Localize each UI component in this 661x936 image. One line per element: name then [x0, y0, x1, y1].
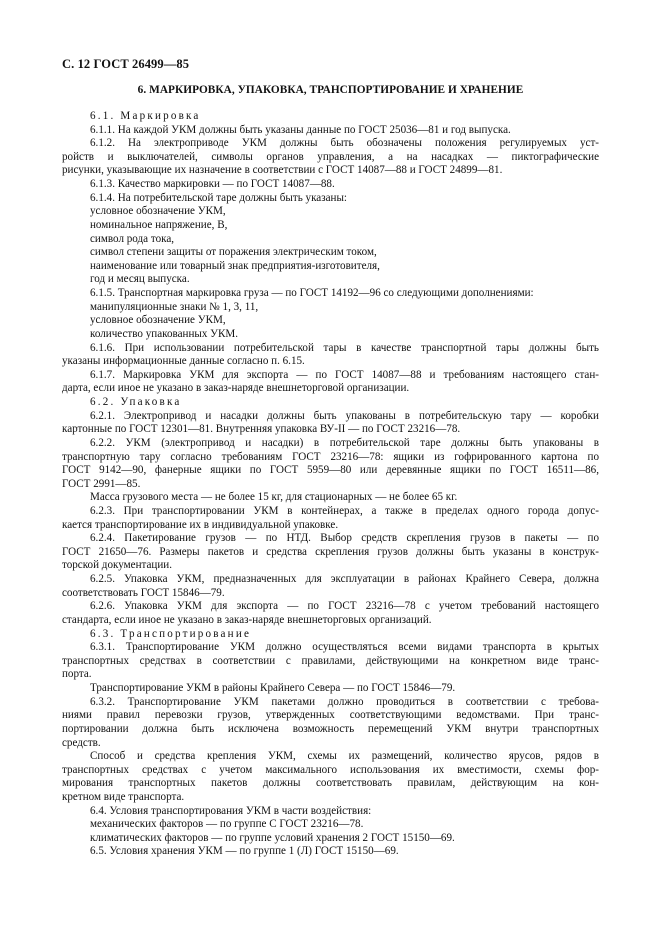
paragraph-line: транспортных средствах в соответствии с правилами, действующими на конкретном виде транс- [62, 654, 599, 667]
paragraph-line: 6.2.4. Пакетирование грузов — по НТД. Выбор средств скрепления грузов в пакеты — по [90, 532, 599, 545]
paragraph-line: кретном виде транспорта. [62, 791, 185, 803]
paragraph-line: 6.1.4. На потребительской таре должны быть указаны: [90, 191, 348, 204]
paragraph-line: рисунки, указывающие их назначение в соответствии с ГОСТ 14087—88 и ГОСТ 24899—81. [62, 164, 503, 177]
paragraph-line: мирования транспортных пакетов должны соответствовать правилам, действующим на кон- [62, 777, 599, 790]
paragraph-line: Транспортирование УКМ в районы Крайнего Севера — по ГОСТ 15846—79. [90, 682, 456, 695]
paragraph-line: 6.3.2. Транспортирование УКМ пакетами должно проводиться в соответствии с требова- [90, 695, 599, 708]
paragraph-line: указаны информационные данные согласно п. 6.15. [62, 355, 305, 368]
page-header: С. 12 ГОСТ 26499—85 [62, 57, 190, 71]
paragraph-line: портировании должна быть исключена возможность перемещений УКМ внутри транспортных [62, 722, 599, 735]
paragraph-line: порта. [62, 668, 92, 681]
list-line: год и месяц выпуска. [90, 273, 190, 286]
paragraph-line: кается транспортирование их в индивидуальной упаковке. [62, 518, 339, 531]
list-line: количество упакованных УКМ. [90, 327, 239, 340]
list-line: символ степени защиты от поражения электрическим током, [90, 246, 377, 259]
subsection-heading-transport: 6.3. Транспортирование [90, 627, 252, 640]
paragraph-line: ниями правил перевозки грузов, утвержденных соответствующими ведомствами. При транс- [62, 709, 599, 722]
paragraph-line: стандарта, если иное не указано в заказ-наряде внешнеторговых организаций. [62, 613, 432, 626]
paragraph-line: 6.4. Условия транспортирования УКМ в части воздействия: [90, 804, 372, 817]
paragraph-line: ройств и выключателей, символы органов управления, а на насадках — пиктографические [62, 150, 599, 163]
paragraph-line: транспортную тару согласно требованиям ГОСТ 23216—78: ящики из гофрированного картона по [62, 450, 599, 463]
paragraph-line: Масса грузового места — не более 15 кг, для стационарных — не более 65 кг. [90, 491, 458, 504]
paragraph-line: ГОСТ 2991—85. [62, 477, 141, 490]
paragraph-line: средств. [62, 736, 101, 749]
list-line: номинальное напряжение, В, [90, 218, 228, 231]
paragraph-line: 6.2.6. Упаковка УКМ для экспорта — по ГОСТ 23216—78 с учетом требований настоящего [90, 600, 599, 613]
paragraph-line: ГОСТ 9142—90, фанерные ящики по ГОСТ 5959—80 или деревянные ящики по ГОСТ 16511—86, [62, 464, 599, 477]
paragraph-line: 6.1.6. При использовании потребительской тары в качестве транспортной тары должны быть [90, 341, 599, 354]
list-line: манипуляционные знаки № 1, 3, 11, [90, 300, 259, 313]
list-line: условное обозначение УКМ, [90, 205, 226, 218]
subsection-heading-marking: 6.1. Маркировка [90, 110, 201, 122]
paragraph-line: ГОСТ 21650—76. Размеры пакетов и средства скрепления грузов должны быть указаны в конструк- [62, 545, 599, 558]
paragraph-line: Способ и средства крепления УКМ, схемы их размещений, количество ярусов, рядов в [90, 750, 599, 763]
paragraph-line: 6.1.5. Транспортная маркировка груза — по ГОСТ 14192—96 со следующими дополнениями: [90, 287, 534, 300]
subsection-heading-packaging: 6.2. Упаковка [90, 396, 182, 409]
paragraph-line: 6.1.1. На каждой УКМ должны быть указаны данные по ГОСТ 25036—81 и год выпуска. [90, 123, 511, 136]
section-title: 6. МАРКИРОВКА, УПАКОВКА, ТРАНСПОРТИРОВАНИЕ И ХРАНЕНИЕ [137, 84, 524, 96]
paragraph-line: 6.3.1. Транспортирование УКМ должно осуществляться всеми видами транспорта в крытых [90, 641, 599, 654]
paragraph-line: 6.2.1. Электропривод и насадки должны быть упакованы в потребительскую тару — коробки [90, 409, 599, 422]
paragraph-line: 6.2.5. Упаковка УКМ, предназначенных для эксплуатации в районах Крайнего Севера, должна [90, 573, 599, 586]
paragraph-line: 6.1.3. Качество маркировки — по ГОСТ 14087—88. [90, 178, 335, 191]
paragraph-line: 6.1.2. На электроприводе УКМ должны быть обозначены положения регулируемых уст- [90, 137, 599, 150]
list-line: условное обозначение УКМ, [90, 314, 226, 327]
paragraph-line: торской документации. [62, 559, 172, 572]
paragraph-line: 6.1.7. Маркировка УКМ для экспорта — по ГОСТ 14087—88 и требованиям настоящего стан- [90, 368, 599, 381]
list-line: символ рода тока, [90, 232, 175, 245]
paragraph-line: дарта, если иное не указано в заказ-наряде внешнеторговой организации. [62, 382, 410, 395]
list-line: механических факторов — по группе С ГОСТ 23216—78. [90, 818, 364, 831]
paragraph-line: 6.2.2. УКМ (электропривод и насадки) в потребительской таре должны быть упакованы в [90, 436, 599, 449]
list-line: наименование или товарный знак предприятия-изготовителя, [90, 259, 380, 272]
paragraph-line: 6.2.3. При транспортировании УКМ в контейнерах, а также в пределах одного города допус- [90, 504, 599, 517]
paragraph-line: соответствовать ГОСТ 15846—79. [62, 586, 225, 599]
paragraph-line: транспортных средствах с учетом максимального использования их вместимости, схемы фор- [62, 763, 599, 776]
list-line: климатических факторов — по группе условий хранения 2 ГОСТ 15150—69. [90, 831, 455, 844]
paragraph-line: картонные по ГОСТ 12301—81. Внутренняя упаковка ВУ-II — по ГОСТ 23216—78. [62, 423, 461, 436]
paragraph-line: 6.5. Условия хранения УКМ — по группе 1 (Л) ГОСТ 15150—69. [90, 845, 399, 858]
